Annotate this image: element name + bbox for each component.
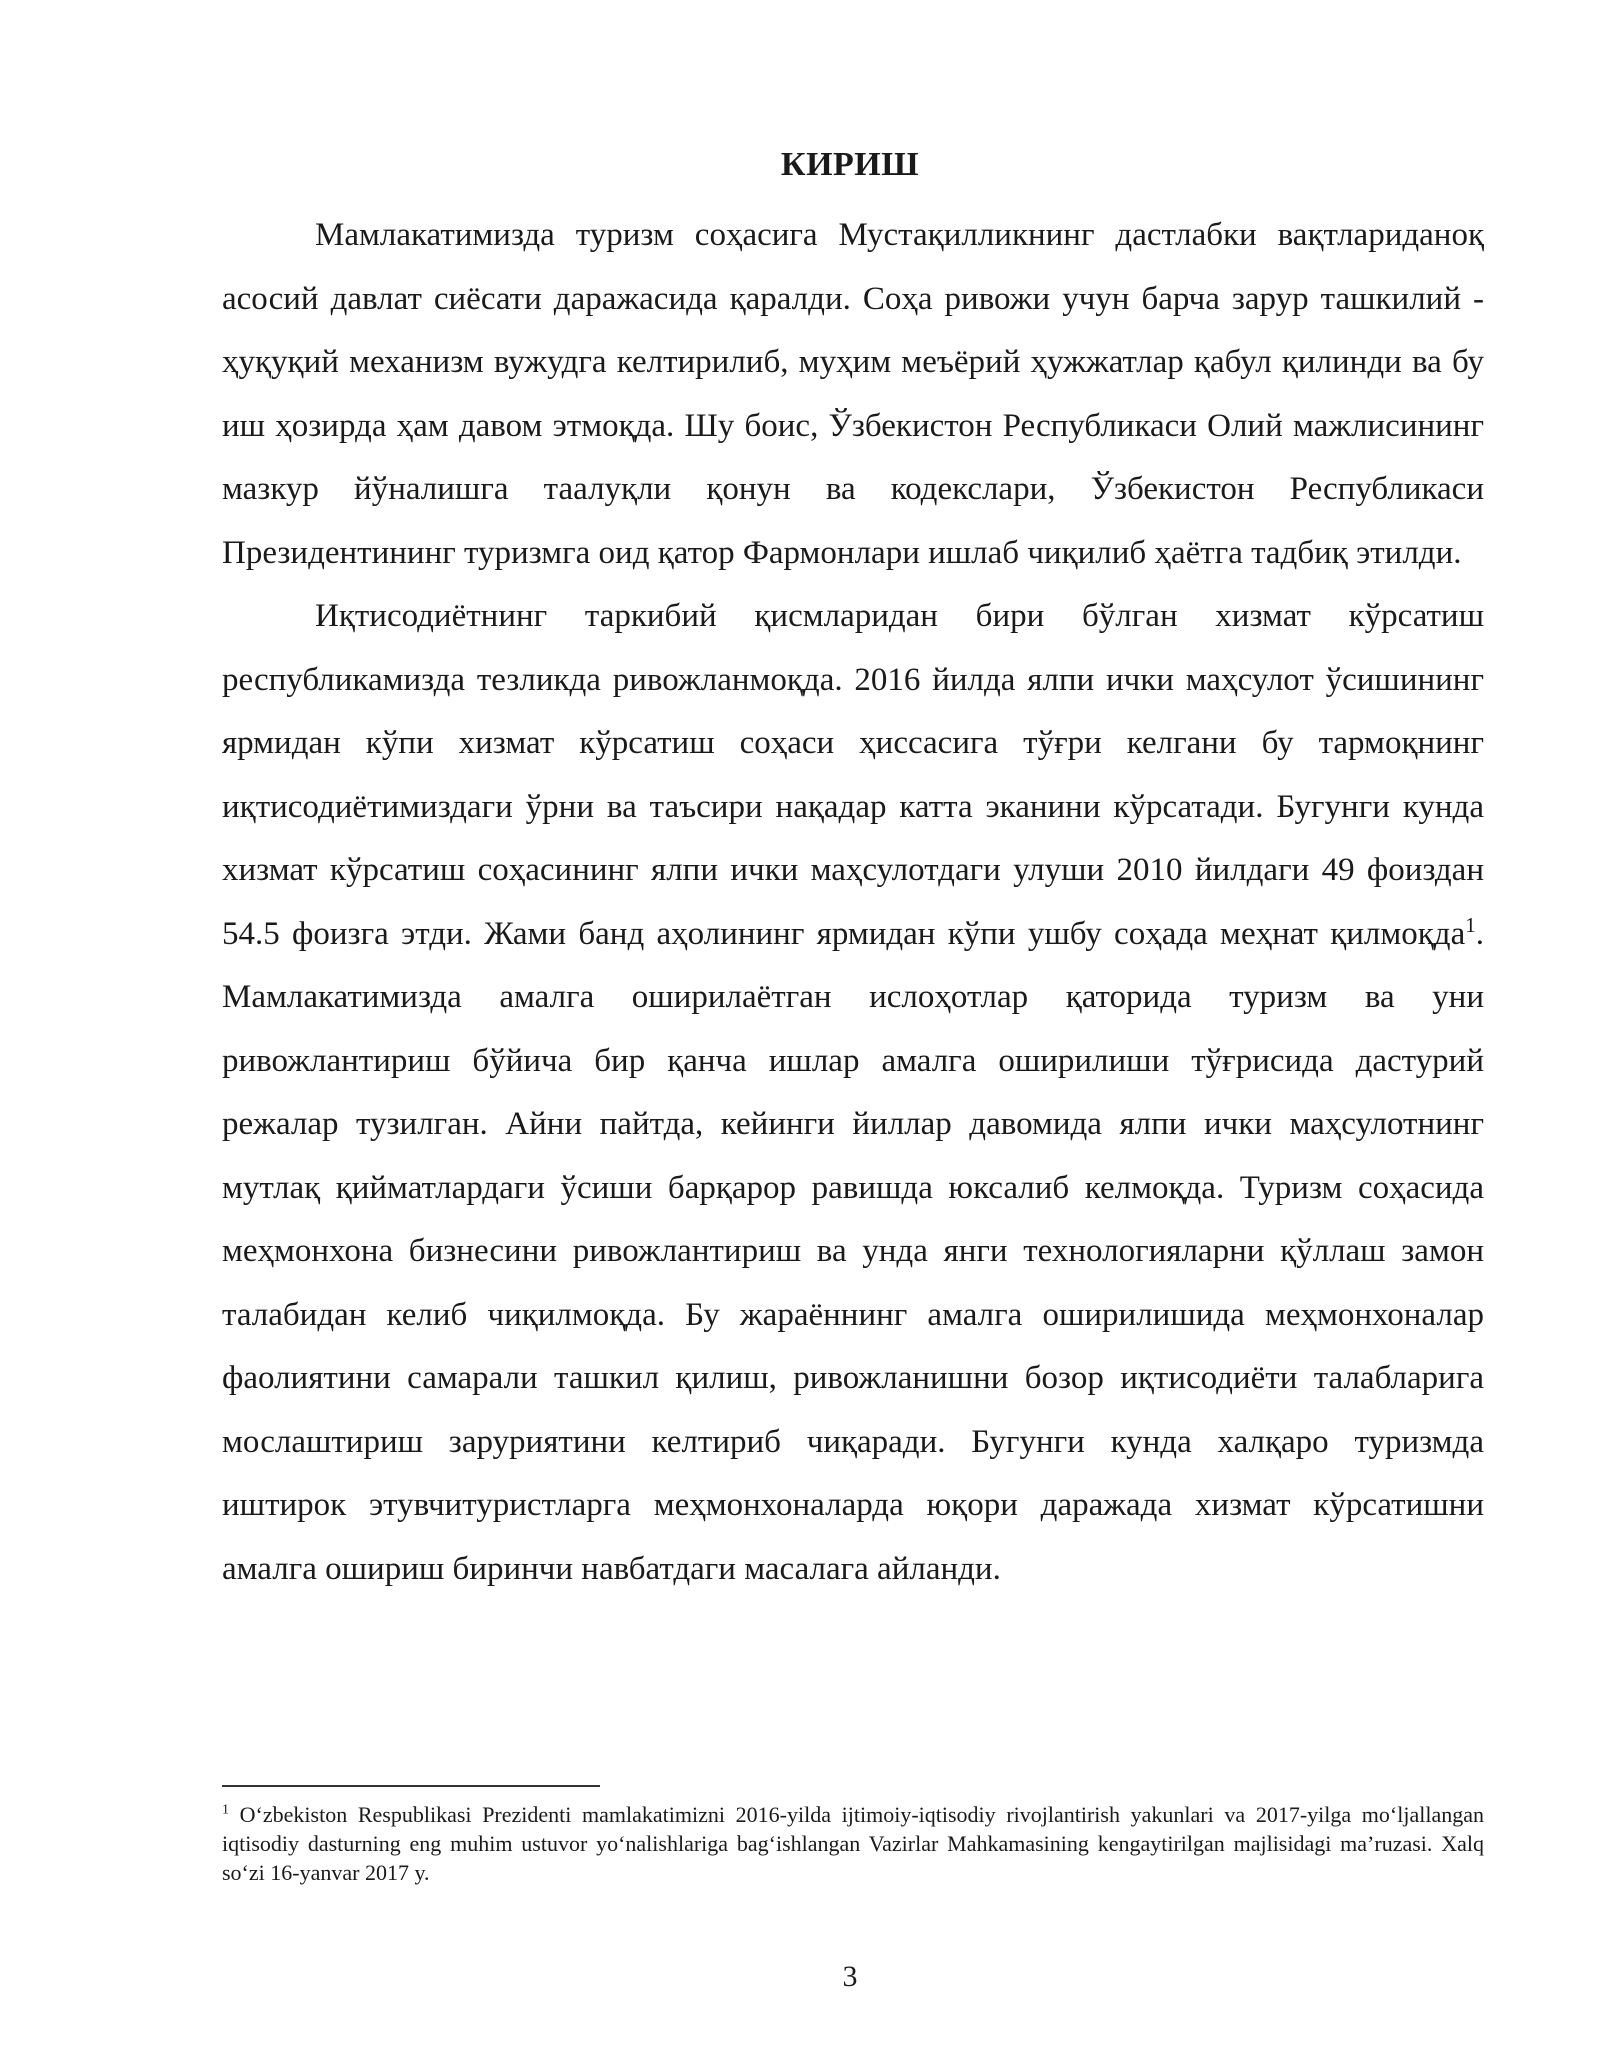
footnote-separator xyxy=(222,1785,600,1787)
paragraph-2-text-before: Иқтисодиётнинг таркибий қисмларидан бири бўлган хизмат кўрсатиш республикамизда тезликда ривожланмоқда. 2016 йилда ялпи ички маҳсулот ўсишининг ярмидан кўпи хизмат кўрсатиш соҳаси ҳиссасига тўғри келгани бу тармоқнинг иқтисодиётимиздаги ўрни ва таъсири нақадар катта эканини кўрсатади. Бугунги кунда хизмат кўрсатиш соҳасининг ялпи ички маҳсулотдаги улуши 2010 йилдаги 49 фоиздан 54.5 фоизга этди. Жами банд аҳолининг ярмидан кўпи ушбу соҳада меҳнат қилмоқда xyxy=(222,598,1484,952)
page-title: КИРИШ xyxy=(780,146,920,183)
body-text xyxy=(222,204,1484,1601)
paragraph-2-text-after: . Мамлакатимизда амалга оширилаётган ислоҳотлар қаторида туризм ва уни ривожлантириш бўйича бир қанча ишлар амалга оширилиши тўғрисида дастурий режалар тузилган. Айни пайтда, кейинги йиллар давомида ялпи ички маҳсулотнинг мутлақ қийматлардаги ўсиши барқарор равишда юксалиб келмоқда. Туризм соҳасида меҳмонхона бизнесини ривожлантириш ва унда янги технологияларни қўллаш замон талабидан келиб чиқилмоқда. Бу жараённинг амалга оширилишида меҳмонхоналар фаолиятини самарали ташкил қилиш, ривожланишни бозор иқтисодиёти талабларига мослаштириш заруриятини келтириб чиқаради. Бугунги кунда халқаро туризмда иштирок этувчитуристларга меҳмонхоналарда юқори даражада хизмат кўрсатишни амалга ошириш биринчи навбатдаги масалага айланди. xyxy=(222,915,1484,1587)
footnote xyxy=(222,1800,1484,1887)
footnote-number: 1 xyxy=(222,1802,229,1818)
footnote-text: O‘zbekiston Respublikasi Prezidenti mamlakatimizni 2016-yilda ijtimoiy-iqtisodiy rivojlantirish yakunlari va 2017-yilga mo‘ljallangan iqtisodiy dasturning eng muhim ustuvor yo‘nalishlariga bag‘ishlangan Vazirlar Mahkamasining kengaytirilgan majlisidagi ma’ruzasi. Xalq so‘zi 16-yanvar 2017 y. xyxy=(222,1802,1484,1885)
page-number: 3 xyxy=(842,1960,858,1993)
paragraph-2 xyxy=(222,585,1484,1601)
paragraph-1: Мамлакатимизда туризм соҳасига Мустақилликнинг дастлабки вақтлариданоқ асосий давлат сиёсати даражасида қаралди. Соҳа ривожи учун барча зарур ташкилий - ҳуқуқий механизм вужудга келтирилиб, муҳим меъёрий ҳужжатлар қабул қилинди ва бу иш ҳозирда ҳам давом этмоқда. Шу боис, Ўзбекистон Республикаси Олий мажлисининг мазкур йўналишга таалуқли қонун ва кодекслари, Ўзбекистон Республикаси Президентининг туризмга оид қатор Фармонлари ишлаб чиқилиб ҳаётга тадбиқ этилди. xyxy=(222,217,1484,571)
footnote-reference[interactable]: 1 xyxy=(1465,912,1476,937)
